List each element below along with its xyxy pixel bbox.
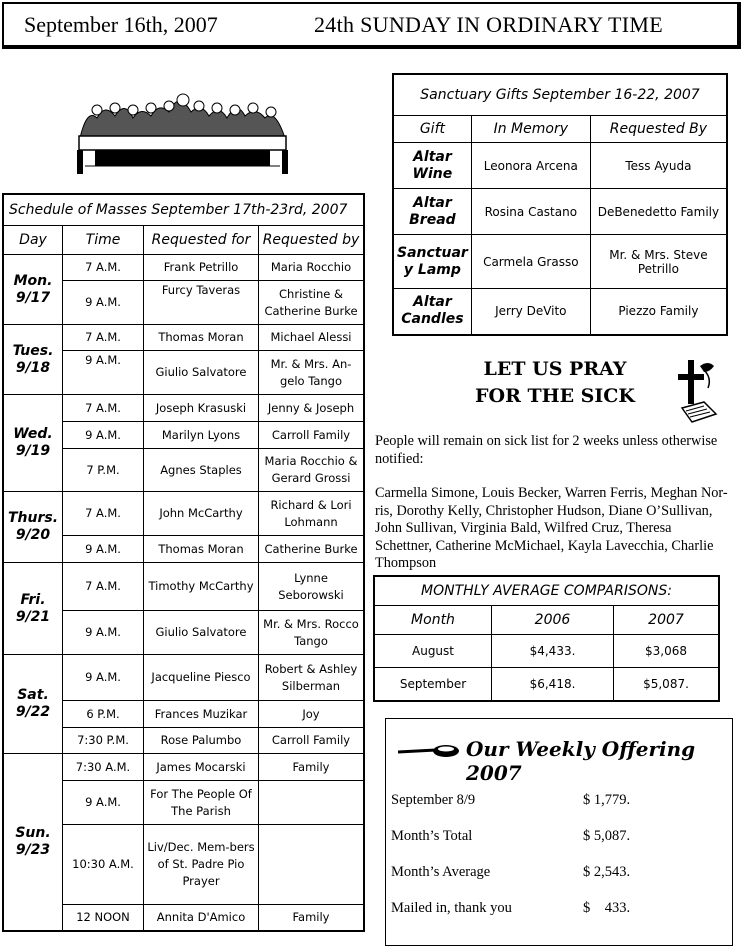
requested-for-cell: Giulio Salvatore — [144, 351, 259, 395]
requested-for-cell: Furcy Taveras — [144, 281, 259, 325]
table-row — [3, 325, 364, 351]
table-row — [393, 143, 727, 189]
offering-label: September 8/9 — [391, 792, 476, 808]
sanctuary-gifts-title: Sanctuary Gifts September 16-22, 2007 — [393, 74, 727, 116]
requested-for-cell: Joseph Krasuski — [144, 395, 259, 422]
table-row — [3, 492, 364, 536]
time-cell: 7:30 P.M. — [63, 728, 144, 754]
day-cell-thurs: Thurs. 9/20 — [3, 492, 63, 563]
pray-for-sick-heading — [470, 356, 640, 410]
requested-by-cell: Maria Rocchio & Gerard Grossi — [259, 449, 365, 492]
offering-value: $ 5,087. — [583, 828, 631, 844]
day-cell-fri: Fri. 9/21 — [3, 563, 63, 655]
time-cell: 7 A.M. — [63, 492, 144, 536]
offering-value: $ 1,779. — [583, 792, 631, 808]
requested-by-cell: Catherine Burke — [259, 536, 365, 563]
requested-by-cell: Carroll Family — [259, 422, 365, 449]
requested-for-cell: Annita D'Amico — [144, 905, 259, 931]
requested-for-cell: Frances Muzikar — [144, 701, 259, 728]
mass-schedule-table — [2, 193, 365, 932]
monthly-average-table — [373, 575, 720, 702]
day-cell-wed: Wed. 9/19 — [3, 395, 63, 492]
requested-by-cell: Maria Rocchio — [259, 255, 365, 281]
time-cell: 9 A.M. — [63, 281, 144, 325]
requested-for-cell: Giulio Salvatore — [144, 611, 259, 655]
requested-by-cell: Piezzo Family — [590, 289, 727, 335]
value-2006-cell: $4,433. — [492, 635, 614, 668]
pray-heading-line-1: LET US PRAY — [483, 358, 627, 380]
requested-by-cell: Christine & Catherine Burke — [259, 281, 365, 325]
requested-by-cell: Robert & Ashley Silberman — [259, 655, 365, 701]
requested-by-cell — [259, 781, 365, 825]
column-header-2007: 2007 — [614, 606, 720, 635]
gift-cell: Altar Wine — [393, 143, 471, 189]
sick-list-names: Carmella Simone, Louis Becker, Warren Ferris, Meghan Nor-ris, Dorothy Kelly, Christopher Hudson, Diane O’Sullivan, John Sullivan, Virginia Bald, Wilfred Cruz, Theresa Schettner, Catherine McMichael, Kayla Lavecchia, Charlie Thompson — [375, 485, 728, 571]
gift-cell: Altar Candles — [393, 289, 471, 335]
requested-for-cell: Jacqueline Piesco — [144, 655, 259, 701]
requested-for-cell: Marilyn Lyons — [144, 422, 259, 449]
requested-by-cell: Richard & Lori Lohmann — [259, 492, 365, 536]
time-cell: 9 A.M. — [63, 655, 144, 701]
column-header-requested-by: Requested By — [590, 116, 727, 143]
in-memory-cell: Carmela Grasso — [471, 235, 590, 289]
requested-by-cell: Family — [259, 905, 365, 931]
requested-for-cell: James Mocarski — [144, 754, 259, 781]
time-cell: 9 A.M. — [63, 781, 144, 825]
table-row — [374, 635, 719, 668]
requested-for-cell: Thomas Moran — [144, 325, 259, 351]
time-cell: 7 A.M. — [63, 563, 144, 611]
mass-schedule-title: Schedule of Masses September 17th-23rd, 2007 — [3, 194, 364, 226]
time-cell: 7 P.M. — [63, 449, 144, 492]
table-row — [393, 289, 727, 335]
value-2007-cell: $5,087. — [614, 668, 720, 702]
value-2007-cell: $3,068 — [614, 635, 720, 668]
day-cell-sat: Sat. 9/22 — [3, 655, 63, 754]
table-row — [393, 189, 727, 235]
day-cell-sun: Sun. 9/23 — [3, 754, 63, 931]
monthly-average-title: MONTHLY AVERAGE COMPARISONS: — [374, 576, 719, 606]
table-row — [3, 754, 364, 781]
table-row — [3, 655, 364, 701]
requested-by-cell: Mr. & Mrs. Steve Petrillo — [590, 235, 727, 289]
requested-by-cell: Mr. & Mrs. An-gelo Tango — [259, 351, 365, 395]
column-header-2006: 2006 — [492, 606, 614, 635]
requested-by-cell: Mr. & Mrs. Rocco Tango — [259, 611, 365, 655]
month-cell: August — [374, 635, 492, 668]
last-supper-illustration — [75, 88, 290, 176]
table-row — [3, 395, 364, 422]
in-memory-cell: Rosina Castano — [471, 189, 590, 235]
time-cell: 7 A.M. — [63, 395, 144, 422]
offering-value: $ 2,543. — [583, 864, 631, 880]
time-cell: 9 A.M. — [63, 422, 144, 449]
bulletin-header — [2, 2, 741, 49]
time-cell: 6 P.M. — [63, 701, 144, 728]
requested-for-cell: Timothy McCarthy — [144, 563, 259, 611]
column-header-requested-for: Requested for — [144, 226, 259, 255]
table-row — [393, 235, 727, 289]
table-row — [3, 255, 364, 281]
day-cell-tues: Tues. 9/18 — [3, 325, 63, 395]
table-row — [3, 563, 364, 611]
time-cell: 7 A.M. — [63, 255, 144, 281]
month-cell: September — [374, 668, 492, 702]
bulletin-title: 24th SUNDAY IN ORDINARY TIME — [314, 12, 664, 37]
requested-for-cell: Thomas Moran — [144, 536, 259, 563]
column-header-time: Time — [63, 226, 144, 255]
in-memory-cell: Leonora Arcena — [471, 143, 590, 189]
column-header-in-memory: In Memory — [471, 116, 590, 143]
in-memory-cell: Jerry DeVito — [471, 289, 590, 335]
column-header-gift: Gift — [393, 116, 471, 143]
offering-label: Month’s Average — [391, 864, 491, 880]
table-row — [374, 668, 719, 702]
gift-cell: Altar Bread — [393, 189, 471, 235]
gift-cell: Sanctuar y Lamp — [393, 235, 471, 289]
column-header-day: Day — [3, 226, 63, 255]
bulletin-date: September 16th, 2007 — [24, 12, 218, 37]
time-cell: 7 A.M. — [63, 325, 144, 351]
requested-by-cell: Family — [259, 754, 365, 781]
pray-heading-line-2: FOR THE SICK — [475, 385, 635, 407]
time-cell: 9 A.M. — [63, 536, 144, 563]
requested-by-cell — [259, 825, 365, 905]
requested-by-cell: Michael Alessi — [259, 325, 365, 351]
requested-for-cell: For The People Of The Parish — [144, 781, 259, 825]
requested-by-cell: Joy — [259, 701, 365, 728]
requested-for-cell: Liv/Dec. Mem-bers of St. Padre Pio Prayer — [144, 825, 259, 905]
offering-value: $ 433. — [583, 900, 631, 916]
requested-for-cell: Agnes Staples — [144, 449, 259, 492]
requested-by-cell: Jenny & Joseph — [259, 395, 365, 422]
requested-by-cell: Lynne Seborowski — [259, 563, 365, 611]
time-cell: 9 A.M. — [63, 611, 144, 655]
requested-by-cell: Carroll Family — [259, 728, 365, 754]
column-header-month: Month — [374, 606, 492, 635]
sanctuary-gifts-table — [392, 73, 728, 336]
column-header-requested-by: Requested by — [259, 226, 365, 255]
time-cell: 12 NOON — [63, 905, 144, 931]
weekly-offering-title: Our Weekly Offering 2007 — [466, 737, 696, 785]
collection-basket-icon — [398, 743, 460, 761]
sick-list-note: People will remain on sick list for 2 weeks unless otherwise notified: — [375, 433, 718, 467]
requested-for-cell: John McCarthy — [144, 492, 259, 536]
requested-for-cell: Rose Palumbo — [144, 728, 259, 754]
weekly-offering-box — [385, 718, 733, 946]
time-cell: 10:30 A.M. — [63, 825, 144, 905]
requested-for-cell: Frank Petrillo — [144, 255, 259, 281]
requested-by-cell: DeBenedetto Family — [590, 189, 727, 235]
offering-label: Mailed in, thank you — [391, 900, 512, 916]
value-2006-cell: $6,418. — [492, 668, 614, 702]
cross-and-bible-icon — [674, 358, 720, 428]
offering-label: Month’s Total — [391, 828, 473, 844]
requested-by-cell: Tess Ayuda — [590, 143, 727, 189]
time-cell: 7:30 A.M. — [63, 754, 144, 781]
day-cell-mon: Mon. 9/17 — [3, 255, 63, 325]
time-cell: 9 A.M. — [63, 351, 144, 395]
